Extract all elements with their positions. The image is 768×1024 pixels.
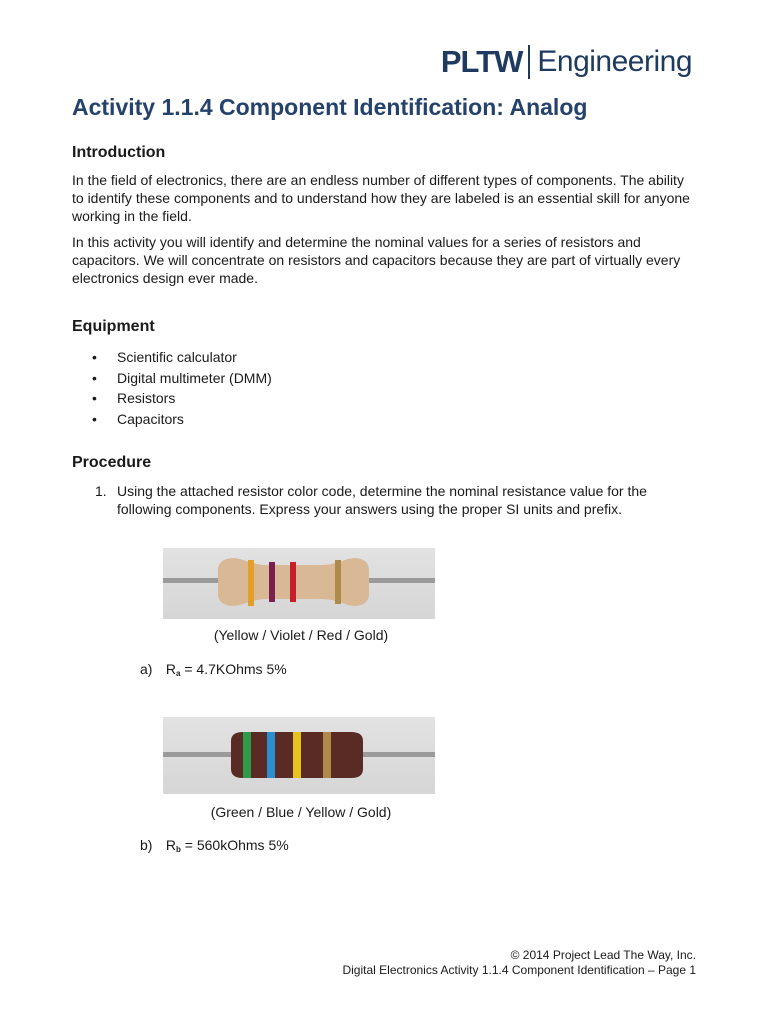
- procedure-step-1: [95, 482, 695, 518]
- list-item: • Digital multimeter (DMM): [72, 368, 272, 389]
- bullet-icon: •: [92, 369, 97, 386]
- resistor-a-image: [163, 548, 435, 619]
- list-item: • Resistors: [72, 388, 272, 409]
- resistor-b-caption: (Green / Blue / Yellow / Gold): [210, 804, 392, 820]
- resistor-b-image: [163, 717, 435, 794]
- resistor-photo-b: [163, 717, 435, 794]
- introduction-paragraph-1: In the field of electronics, there are an endless number of different types of components. The ability to identify these components and to understand how they are labeled is an essential skill for anyone working in the field.: [72, 172, 690, 224]
- page-footer: [342, 948, 696, 978]
- introduction-heading: Introduction: [72, 144, 166, 161]
- color-band-1: [243, 732, 251, 778]
- equipment-list: [72, 347, 272, 429]
- color-band-2: [269, 562, 275, 602]
- logo-pltw-text: PLTW: [440, 44, 523, 79]
- introduction-paragraph-2: In this activity you will identify and determine the nominal values for a series of resistors and capacitors. We will concentrate on resistors and capacitors because they are part of virtually every electronics design ever made.: [72, 234, 681, 286]
- pltw-engineering-logo: [441, 44, 692, 80]
- resistor-photo-a: [163, 548, 435, 619]
- logo-engineering-text: Engineering: [537, 45, 692, 78]
- resistor-a-answer: a) $R_a$ = 4.7KOhms 5%: [140, 661, 287, 678]
- color-band-3: [293, 732, 301, 778]
- list-item: • Capacitors: [72, 409, 272, 430]
- equipment-heading: Equipment: [72, 318, 155, 335]
- logo-divider: [528, 45, 530, 79]
- bullet-icon: •: [92, 410, 97, 427]
- bullet-icon: •: [92, 390, 97, 406]
- color-band-2: [267, 732, 275, 778]
- resistor-b-answer: b) $R_b$ = 560kOhms 5%: [140, 837, 289, 854]
- step-number: 1.: [95, 483, 107, 499]
- bullet-icon: •: [92, 349, 97, 365]
- page-info-text: Digital Electronics Activity 1.1.4 Component Identification – Page 1: [342, 963, 696, 977]
- copyright-text: © 2014 Project Lead The Way, Inc.: [510, 948, 696, 962]
- step-text: Using the attached resistor color code, determine the nominal resistance value for the following components. Express your answers using the proper SI units and prefix.: [117, 483, 647, 517]
- color-band-3: [290, 562, 296, 602]
- color-band-1: [248, 560, 254, 606]
- resistor-a-caption: (Yellow / Violet / Red / Gold): [213, 627, 389, 643]
- list-item: • Scientific calculator: [72, 347, 272, 368]
- page-title: Activity 1.1.4 Component Identification: Analog: [72, 94, 588, 120]
- procedure-heading: Procedure: [72, 454, 152, 471]
- color-band-4: [335, 560, 341, 604]
- color-band-4: [323, 732, 331, 778]
